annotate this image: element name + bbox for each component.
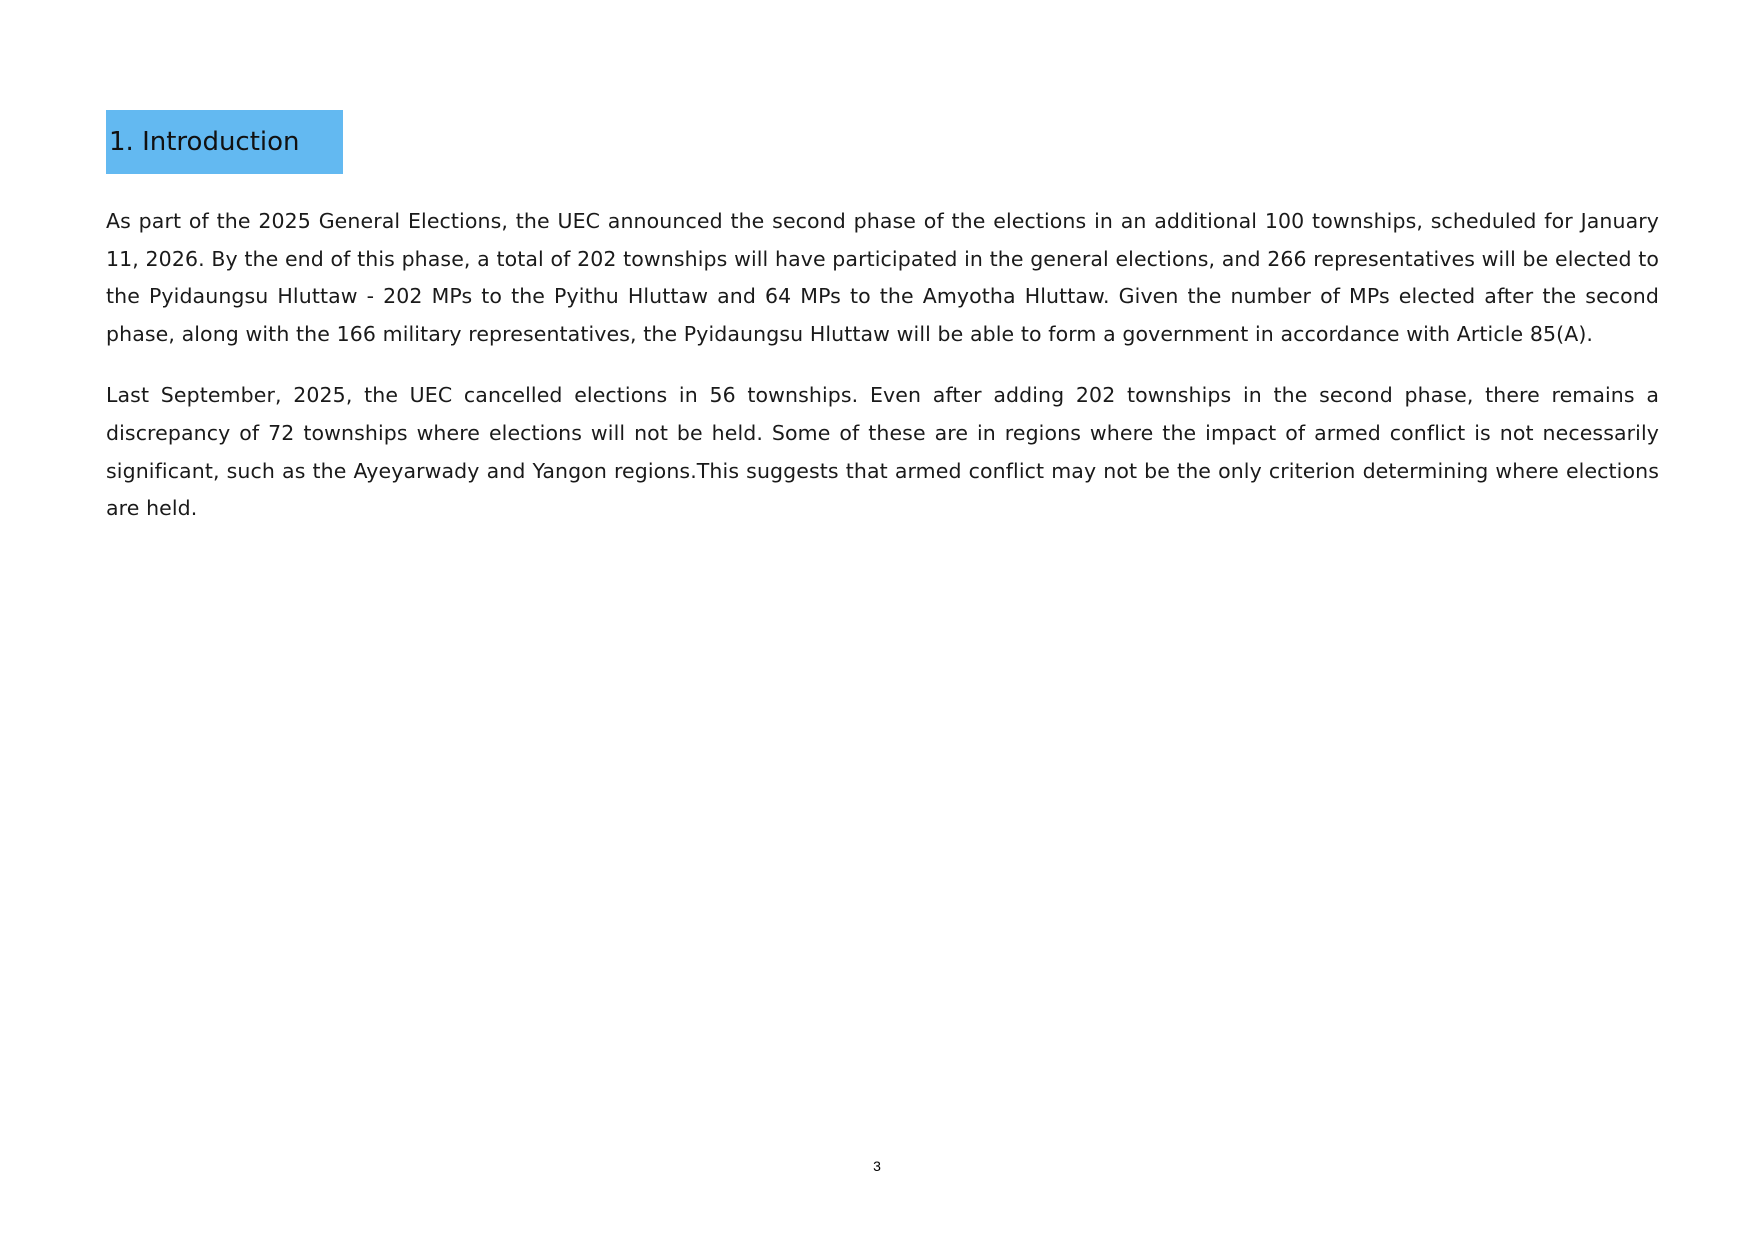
page-number: 3 bbox=[873, 1158, 881, 1174]
paragraph-1: As part of the 2025 General Elections, the UEC announced the second phase of the elections in an additional 100 townships, scheduled for January 11, 2026. By the end of this phase, a total of 202 townships will have participated in the general elections, and 266 representatives will be elected to the Pyidaungsu Hluttaw - 202 MPs to the Pyithu Hluttaw and 64 MPs to the Amyotha Hluttaw. Given the number of MPs elected after the second phase, along with the 166 military representatives, the Pyidaungsu Hluttaw will be able to form a government in accordance with Article 85(A). bbox=[106, 209, 1659, 346]
section-heading-box bbox=[106, 110, 343, 174]
paragraph-2: Last September, 2025, the UEC cancelled elections in 56 townships. Even after adding 202 townships in the second phase, there remains a discrepancy of 72 townships where elections will not be held. Some of these are in regions where the impact of armed conflict is not necessarily significant, such as the Ayeyarwady and Yangon regions.This suggests that armed conflict may not be the only criterion determining where elections are held. bbox=[106, 383, 1659, 521]
body-text bbox=[106, 203, 1659, 552]
section-heading: 1. Introduction bbox=[109, 127, 300, 157]
